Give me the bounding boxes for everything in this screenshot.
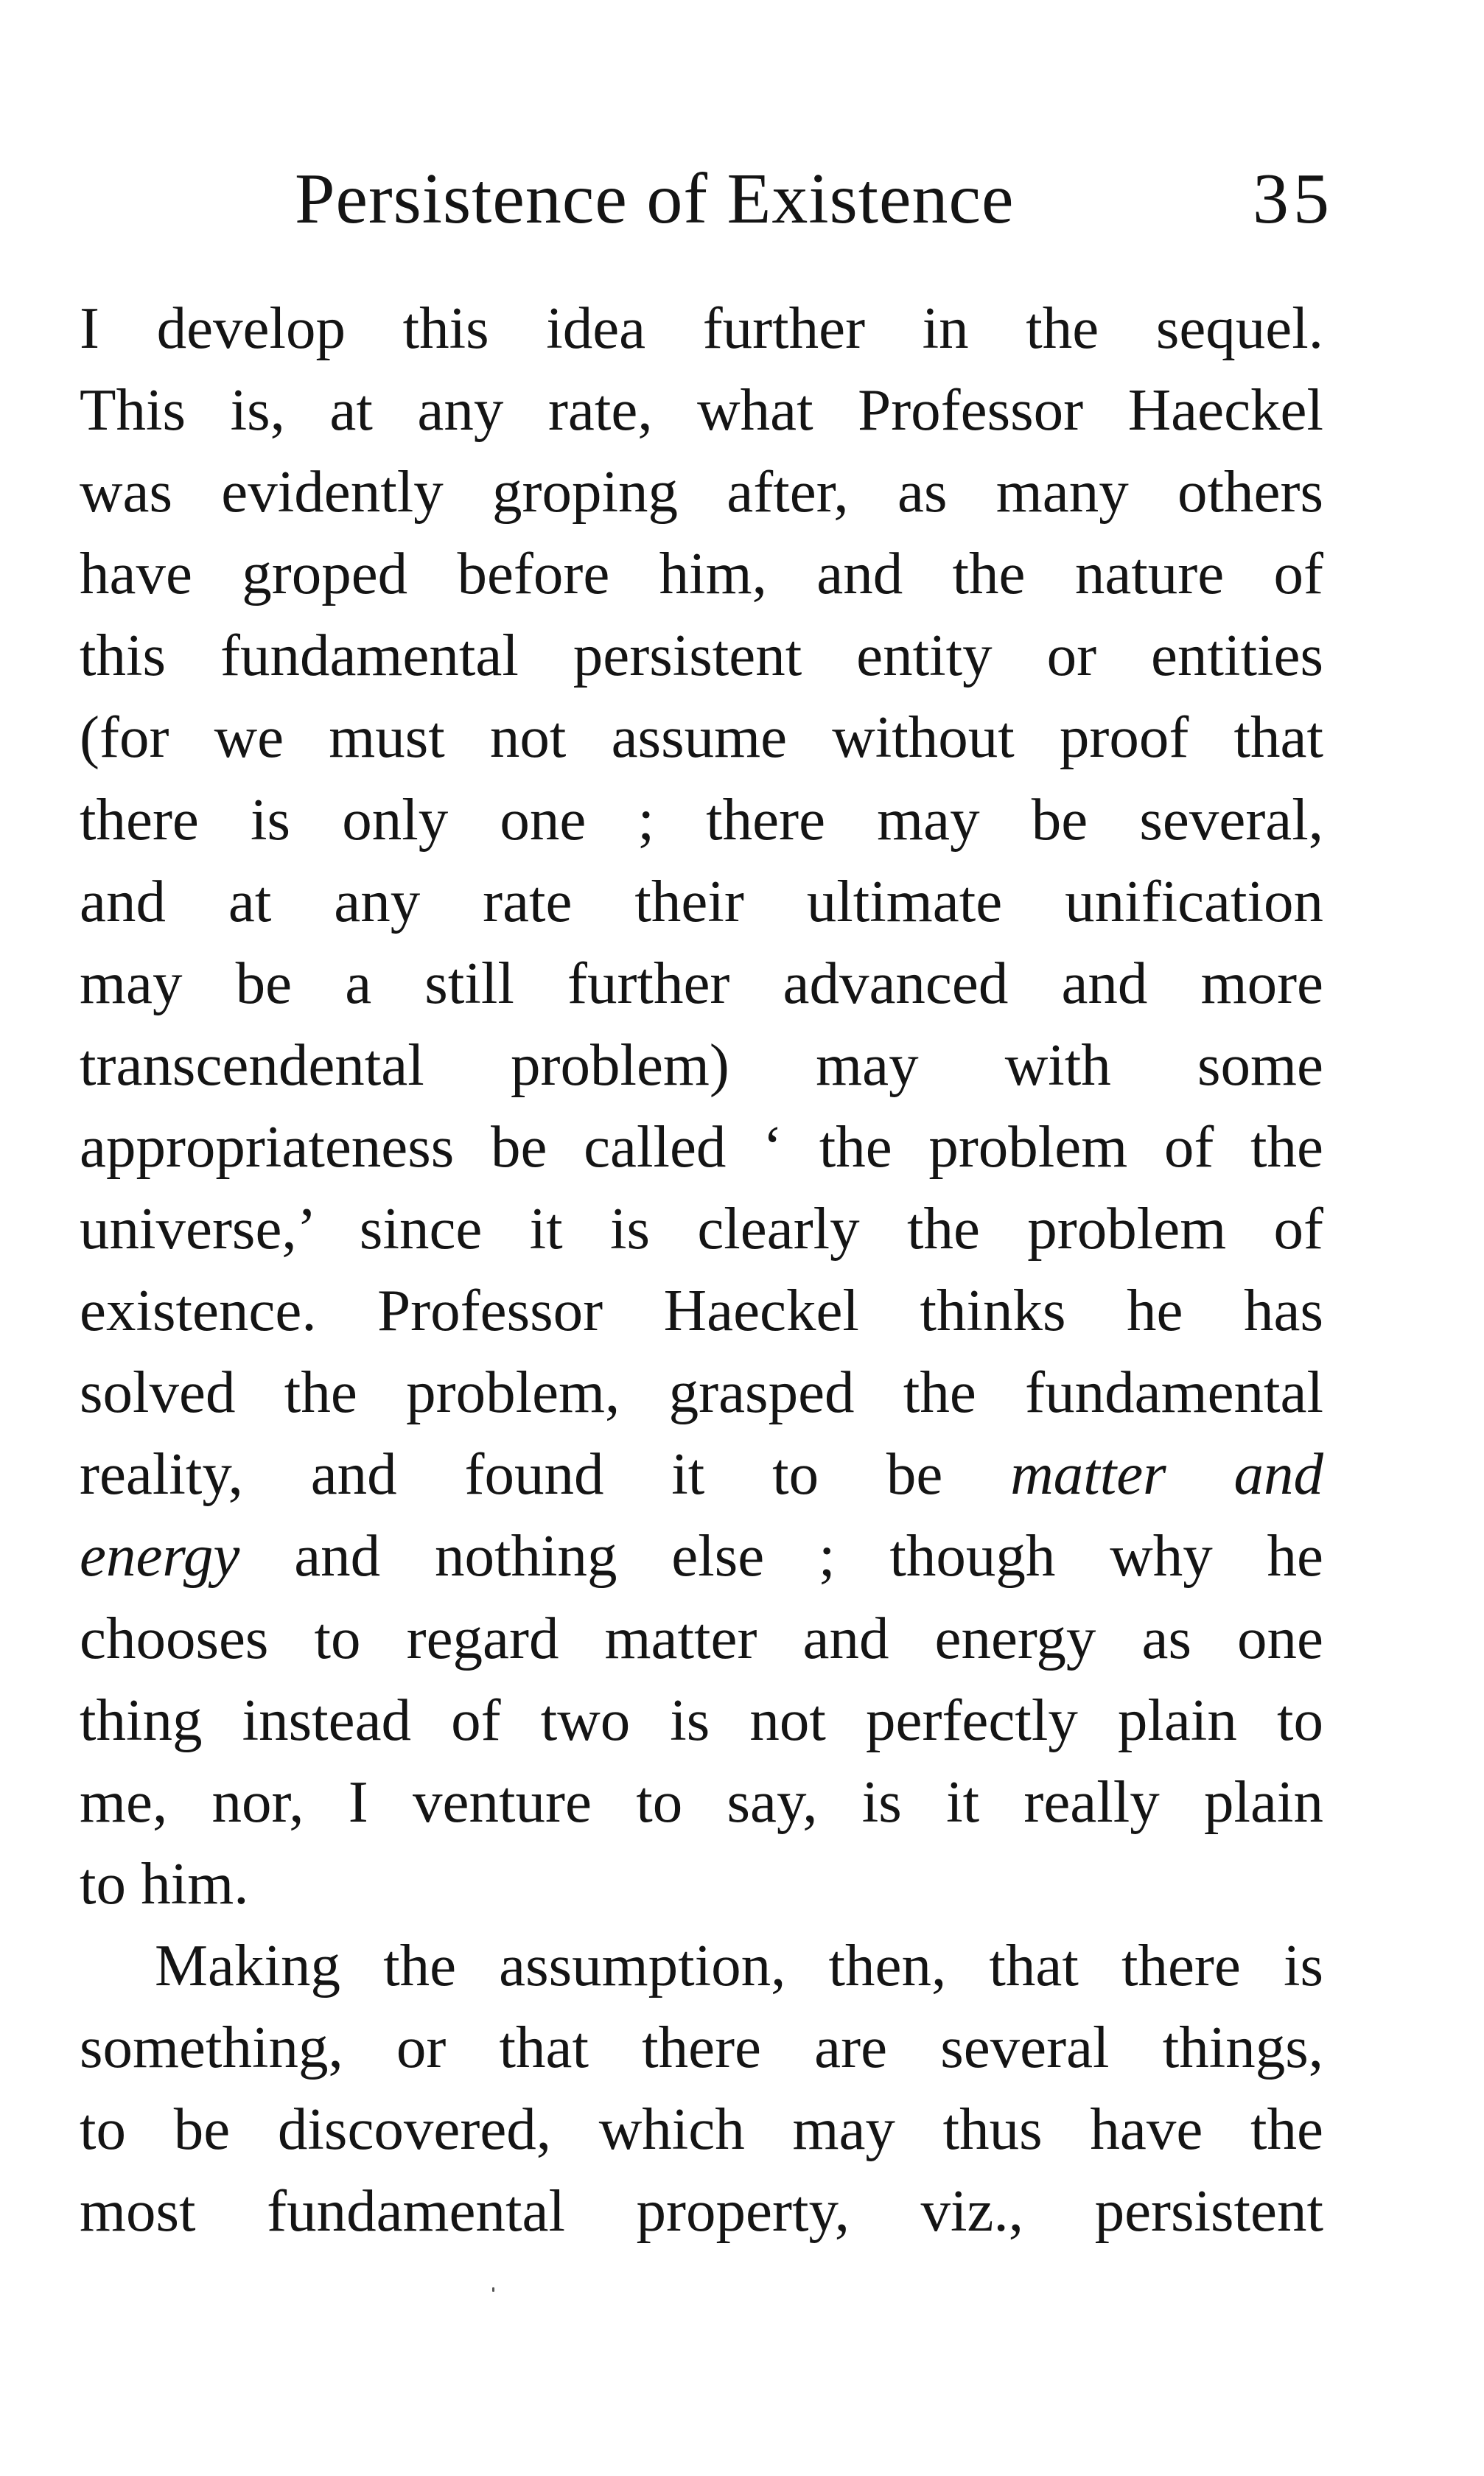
text-line: This is, at any rate, what Professor Haeckel: [80, 377, 1323, 444]
text-line-italic-end: [80, 1433, 1323, 1515]
text-line: was evidently groping after, as many others: [80, 458, 1323, 525]
text-line: existence. Professor Haeckel thinks he has: [80, 1277, 1323, 1344]
print-speck: [492, 2287, 494, 2292]
text-line-italic-start: [80, 1515, 1323, 1597]
text-line: to be discovered, which may thus have the: [80, 2096, 1323, 2163]
body-text: [80, 287, 1323, 2252]
text-line: chooses to regard matter and energy as one: [80, 1604, 1323, 1671]
text-line: appropriateness be called ‘ the problem of the: [80, 1113, 1323, 1180]
text-line-paragraph-start: Making the assumption, then, that there is: [155, 1931, 1323, 1998]
text-line: something, or that there are several things,: [80, 2013, 1323, 2080]
italic-phrase: energy: [80, 1522, 240, 1590]
text-line: solved the problem, grasped the fundamental: [80, 1359, 1323, 1426]
text-line: and at any rate their ultimate unification: [80, 867, 1323, 934]
page-number: 35: [1253, 159, 1334, 239]
running-title: Persistence of Existence: [295, 159, 1015, 239]
text-line: (for we must not assume without proof that: [80, 704, 1323, 771]
text-line: transcendental problem) may with some: [80, 1031, 1323, 1098]
text-line: this fundamental persistent entity or entities: [80, 622, 1323, 689]
text-segment: and nothing else ; though why he: [239, 1522, 1323, 1590]
text-line-paragraph-end: to him.: [80, 1850, 249, 1917]
text-line: there is only one ; there may be several,: [80, 786, 1323, 853]
text-segment: reality, and found it to be: [80, 1441, 1011, 1508]
text-line: I develop this idea further in the sequel.: [80, 295, 1323, 361]
text-line: have groped before him, and the nature of: [80, 540, 1323, 607]
running-head: [295, 147, 1334, 251]
text-line: most fundamental property, viz., persistent: [80, 2178, 1323, 2245]
italic-phrase: matter and: [1010, 1441, 1323, 1508]
text-line: me, nor, I venture to say, is it really plain: [80, 1768, 1323, 1835]
text-line: thing instead of two is not perfectly plain to: [80, 1686, 1323, 1753]
text-line: universe,’ since it is clearly the problem of: [80, 1195, 1323, 1262]
text-line: may be a still further advanced and more: [80, 949, 1323, 1016]
